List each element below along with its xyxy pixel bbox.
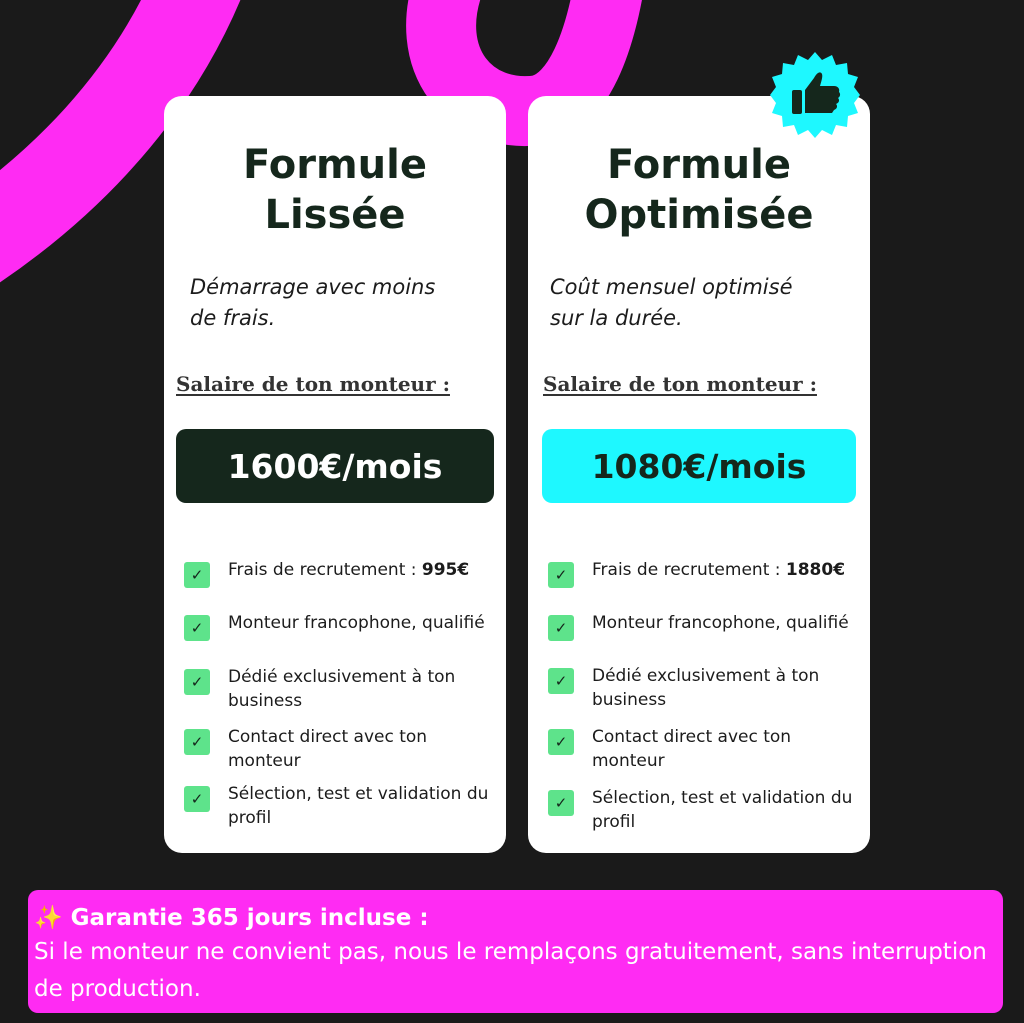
salary-label: Salaire de ton monteur : [543,372,817,396]
feature-item: ✓ Dédié exclusivement à ton business [184,665,496,713]
guarantee-banner [28,890,1003,1013]
card-description: Coût mensuel optimisé sur la durée. [550,275,793,330]
card-title: Formule Optimisée [584,142,814,238]
pricing-card-optimisee [528,96,870,853]
feature-item: ✓ Contact direct avec ton monteur [548,725,860,773]
check-icon: ✓ [184,729,210,755]
check-icon: ✓ [184,615,210,641]
card-description: Démarrage avec moins de frais. [190,275,436,330]
pricing-card-lissee [164,96,506,853]
feature-item: ✓ Sélection, test et validation du profil [548,786,860,834]
sparkles-icon: ✨ [34,905,63,931]
price-badge: 1080€/mois [542,429,856,503]
check-icon: ✓ [184,669,210,695]
salary-label: Salaire de ton monteur : [176,372,450,396]
thumbs-up-icon [770,50,860,140]
check-icon: ✓ [184,786,210,812]
feature-item: ✓ Contact direct avec ton monteur [184,725,496,773]
feature-item: ✓ Frais de recrutement : 1880€ [548,558,860,588]
check-icon: ✓ [548,729,574,755]
check-icon: ✓ [184,562,210,588]
feature-item: ✓ Monteur francophone, qualifié [184,611,496,641]
card-title: Formule Lissée [243,142,427,238]
check-icon: ✓ [548,668,574,694]
check-icon: ✓ [548,615,574,641]
guarantee-title: ✨ Garantie 365 jours incluse : [34,905,429,931]
check-icon: ✓ [548,790,574,816]
feature-item: ✓ Dédié exclusivement à ton business [548,664,860,712]
feature-item: ✓ Frais de recrutement : 995€ [184,558,496,588]
feature-item: ✓ Sélection, test et validation du profil [184,782,496,830]
guarantee-text: Si le monteur ne convient pas, nous le remplaçons gratuitement, sans interruption de production. [34,939,987,1002]
price-badge: 1600€/mois [176,429,494,503]
check-icon: ✓ [548,562,574,588]
feature-item: ✓ Monteur francophone, qualifié [548,611,860,641]
